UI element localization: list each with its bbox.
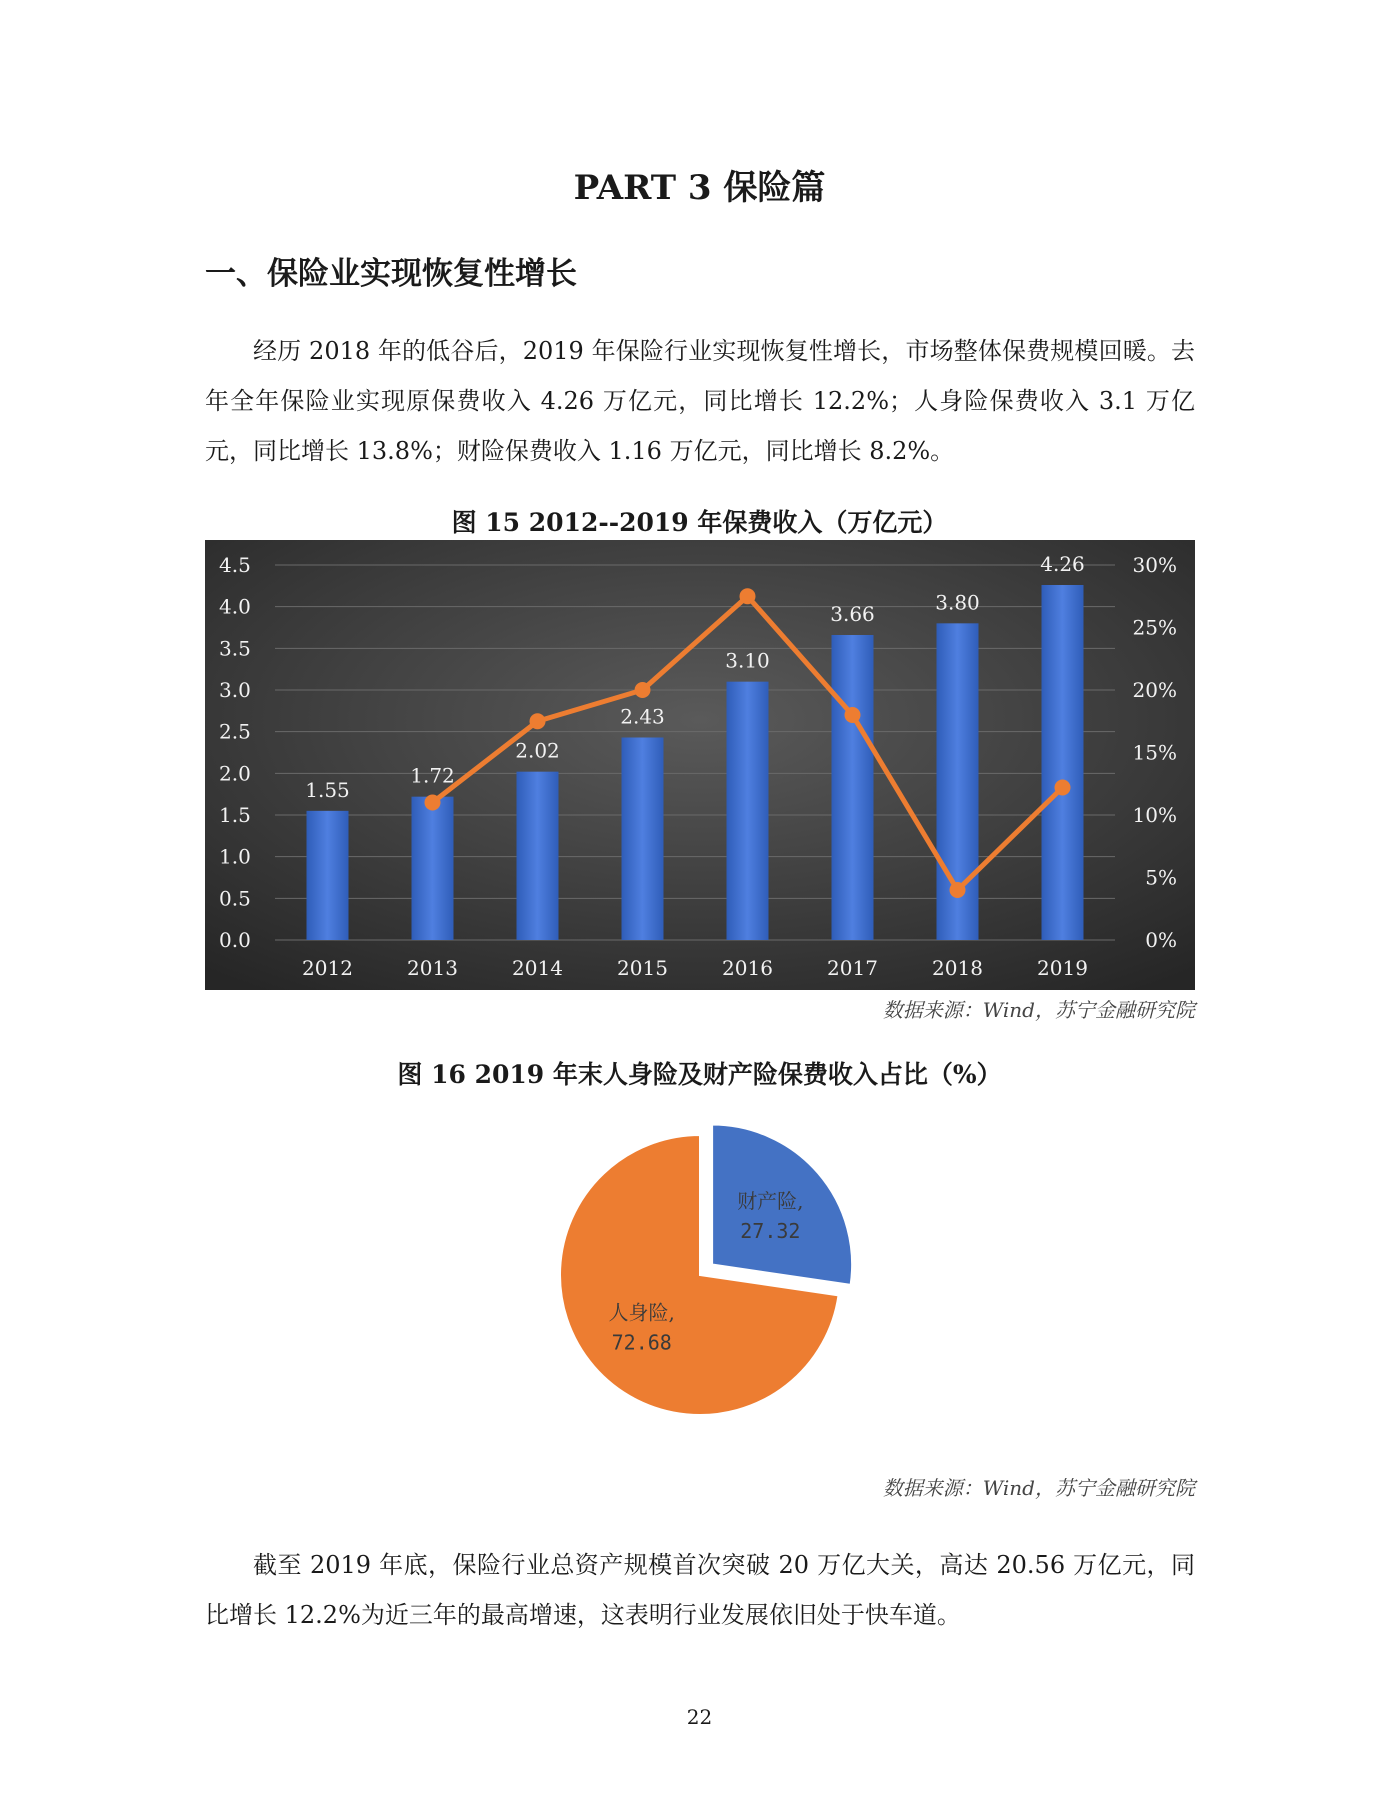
x-tick-label: 2018 xyxy=(932,956,983,980)
y2-tick-label: 30% xyxy=(1132,553,1177,577)
bar-2015 xyxy=(622,738,664,941)
bar-value-label: 3.80 xyxy=(935,590,980,615)
y2-tick-label: 25% xyxy=(1132,615,1177,640)
x-tick-label: 2015 xyxy=(617,956,668,980)
section-heading: 一、保险业实现恢复性增长 xyxy=(205,256,577,292)
y2-tick-label: 15% xyxy=(1132,740,1177,765)
bar-value-label: 3.10 xyxy=(725,648,770,673)
y-tick-label: 1.0 xyxy=(219,844,251,869)
growth-point xyxy=(845,707,861,723)
bar-value-label: 2.02 xyxy=(515,738,560,763)
x-tick-label: 2019 xyxy=(1037,956,1088,980)
premium-share-pie xyxy=(520,1110,880,1440)
bar-value-label: 1.55 xyxy=(305,777,350,802)
bar-value-label: 3.66 xyxy=(830,602,875,626)
y-tick-label: 3.5 xyxy=(219,636,251,661)
growth-point xyxy=(740,588,756,604)
pie-slice-label: 人身险, xyxy=(608,1300,675,1325)
y2-tick-label: 5% xyxy=(1145,865,1177,890)
x-tick-label: 2013 xyxy=(407,956,458,980)
y2-tick-label: 10% xyxy=(1132,803,1177,827)
x-tick-label: 2016 xyxy=(722,956,773,980)
growth-point xyxy=(950,882,966,898)
bar-2013 xyxy=(412,797,454,940)
y-tick-label: 4.5 xyxy=(219,553,251,577)
y-tick-label: 4.0 xyxy=(219,594,251,619)
x-tick-label: 2017 xyxy=(827,956,878,980)
pie-slice-label: 财产险, xyxy=(737,1189,804,1214)
paragraph-2 xyxy=(205,1540,1195,1640)
part-title: PART 3 保险篇 xyxy=(573,168,826,208)
growth-point xyxy=(425,795,441,811)
bar-2014 xyxy=(517,772,559,940)
figure-16-source: 数据来源：Wind，苏宁金融研究院 xyxy=(882,1476,1195,1500)
bar-2016 xyxy=(727,682,769,940)
paragraph-1-text: 经历 2018 年的低谷后，2019 年保险行业实现恢复性增长，市场整体保费规模回暖。去年全年保险业实现原保费收入 4.26 万亿元，同比增长 12.2%；人身险保费收入 3.1 万亿元，同比增长 13.8%；财险保费收入 1.16 万亿元，同比增长 8.2%。 xyxy=(205,337,1195,465)
growth-point xyxy=(1055,780,1071,796)
x-tick-label: 2014 xyxy=(512,956,563,980)
y-tick-label: 0.5 xyxy=(219,886,251,911)
x-tick-label: 2012 xyxy=(302,956,353,980)
pie-slice-value: 27.32 xyxy=(740,1219,801,1244)
bar-value-label: 4.26 xyxy=(1040,552,1085,576)
bar-value-label: 1.72 xyxy=(410,763,455,788)
y2-tick-label: 0% xyxy=(1145,928,1177,952)
bar-2017 xyxy=(832,635,874,940)
y-tick-label: 1.5 xyxy=(219,803,251,827)
figure-16-title: 图 16 2019 年末人身险及财产险保费收入占比（%） xyxy=(397,1060,1002,1089)
y-tick-label: 2.0 xyxy=(219,761,251,786)
paragraph-1 xyxy=(205,326,1195,476)
bar-2012 xyxy=(307,811,349,940)
y-tick-label: 3.0 xyxy=(219,678,251,702)
bar-2019 xyxy=(1042,585,1084,940)
figure-15-title: 图 15 2012--2019 年保费收入（万亿元） xyxy=(451,508,948,537)
pie-slice-value: 72.68 xyxy=(611,1330,672,1355)
y2-tick-label: 20% xyxy=(1132,678,1177,702)
paragraph-2-text: 截至 2019 年底，保险行业总资产规模首次突破 20 万亿大关，高达 20.56 万亿元，同比增长 12.2%为近三年的最高增速，这表明行业发展依旧处于快车道。 xyxy=(205,1551,1195,1629)
bar-value-label: 2.43 xyxy=(620,704,665,729)
premium-income-chart xyxy=(205,540,1195,990)
growth-point xyxy=(530,713,546,729)
figure-15-source: 数据来源：Wind，苏宁金融研究院 xyxy=(882,998,1195,1022)
y-tick-label: 0.0 xyxy=(219,928,251,952)
y-tick-label: 2.5 xyxy=(219,719,251,744)
page-number: 22 xyxy=(686,1705,713,1729)
growth-point xyxy=(635,682,651,698)
